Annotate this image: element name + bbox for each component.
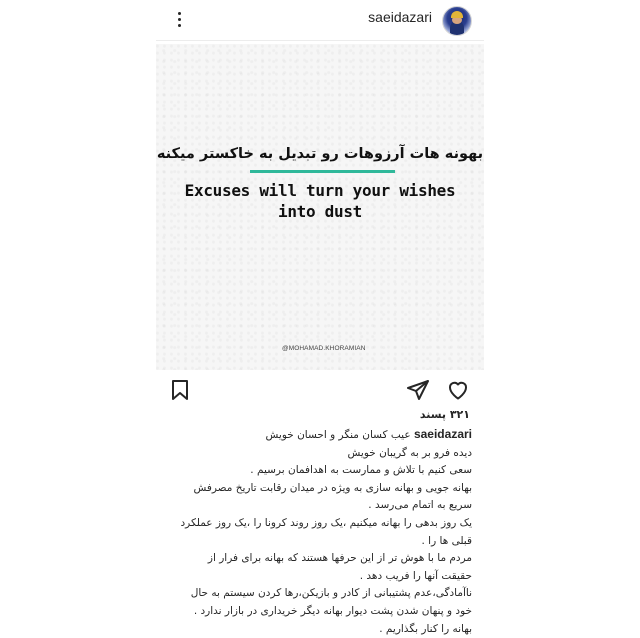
post-header <box>156 0 484 41</box>
caption-line: بهانه را کنار بگذاریم . <box>379 622 472 635</box>
caption-line: سعی کنیم با تلاش و ممارست به اهدافمان برسیم . <box>250 464 472 477</box>
caption-text: عیب کسان منگر و احسان خویش <box>265 429 411 441</box>
english-quote <box>156 180 484 222</box>
caption-line: بهانه جویی و بهانه سازی به ویژه در میدان رقابت تاریخ مصرفش <box>193 481 472 494</box>
caption-line: مردم ما با هوش تر از این حرفها هستند که بهانه برای فرار از <box>207 552 472 565</box>
caption-line: دیده فرو بر به گریبان خویش <box>347 446 472 459</box>
english-quote-line-2: into dust <box>278 202 362 221</box>
caption-line: ناآمادگی،عدم پشتیبانی از کادر و بازیکن،رها کردن سیستم به حال <box>190 587 472 600</box>
instagram-post <box>156 0 484 635</box>
caption-line: یک روز بدهی را بهانه میکنیم ،یک روز روند کرونا را ،یک روز عملکرد <box>180 516 472 529</box>
bookmark-icon[interactable] <box>168 378 192 402</box>
heart-icon[interactable] <box>446 378 470 402</box>
profile-avatar[interactable] <box>442 6 472 36</box>
post-actions <box>156 372 484 408</box>
post-image[interactable] <box>156 44 484 370</box>
caption-line: حقیقت آنها را فریب دهد . <box>359 569 472 582</box>
caption-username[interactable]: saeidazari <box>413 427 472 441</box>
caption-first-line <box>174 426 472 445</box>
caption-line: خود و پنهان شدن پشت دیوار بهانه دیگر خریداری در بازار ندارد . <box>193 604 472 617</box>
caption-line: قبلی ها را . <box>421 534 472 547</box>
send-icon[interactable] <box>406 378 430 402</box>
persian-quote: بهونه هات آرزوهات رو تبدیل به خاکستر میکنه <box>156 146 484 162</box>
post-username[interactable]: saeidazari <box>368 9 432 25</box>
more-vertical-icon[interactable] <box>172 8 186 30</box>
english-quote-line-1: Excuses will turn your wishes <box>184 181 456 200</box>
image-watermark: @MOHAMAD.KHORAMIAN <box>282 345 366 352</box>
likes-count[interactable]: ۳۲۱ پسند <box>419 408 470 421</box>
post-caption <box>174 426 472 638</box>
caption-line: سریع به اتمام می‌رسد . <box>368 499 472 512</box>
quote-underline <box>250 170 395 173</box>
